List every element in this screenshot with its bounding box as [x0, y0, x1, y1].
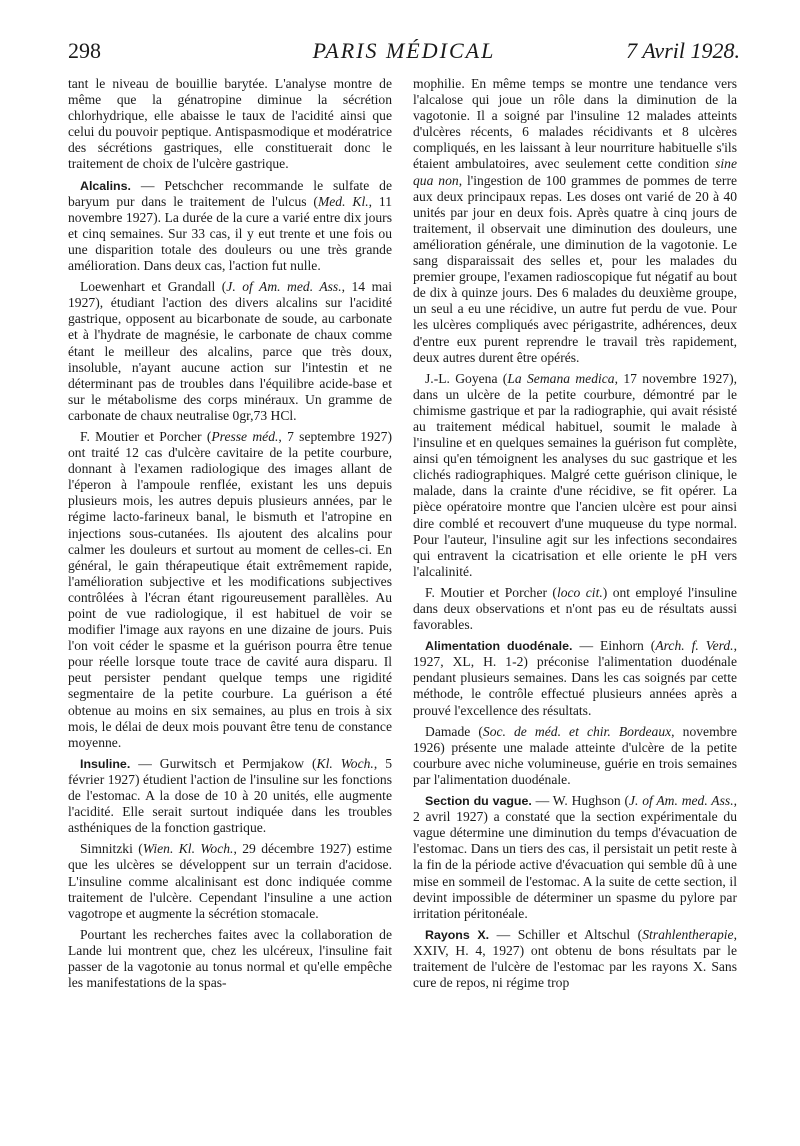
- paragraph: Pourtant les recherches faites avec la collaboration de Lande lui montrent que, chez les ulcéreux, l'insuline fait passer de la vagotonie au tonus normal et qu'elle empêche les manifestations de la spas-: [68, 926, 392, 991]
- paragraph: [413, 371, 737, 580]
- text-run: , 29 décembre 1927) estime que les ulcères se développent sur un terrain d'acidose. L'insuline comme alcalinisant est donc indiquée comme traitement de l'ulcère. Cependant l'insuline a une action vagotrope et augmente la sécrétion stomacale.: [68, 841, 392, 921]
- page-number: 298: [68, 38, 101, 63]
- text-run: F. Moutier et Porcher (: [80, 428, 212, 444]
- citation: Presse méd.: [211, 428, 279, 444]
- section-keyword: Section du vague.: [425, 794, 532, 809]
- paragraph: [413, 793, 737, 922]
- text-run: , 5 février 1927) étudient l'action de l'insuline sur les fonctions de l'estomac. A la dose de 10 à 20 unités, elle augmente l'acidité. Elle serait surtout indiquée dans les troubles asthéniques de la fonction gastrique.: [68, 755, 392, 836]
- text-run: , novembre 1926) présente une malade atteinte d'ulcère de la petite courbure avec niche volumineuse, guérie en trois semaines par l'alimentation duodénale.: [413, 723, 738, 787]
- section-keyword: Alimentation duodénale.: [425, 639, 573, 654]
- text-run: — W. Hughson (: [531, 793, 630, 809]
- text-run: F. Moutier et Porcher (: [425, 584, 557, 600]
- journal-title: PARIS MÉDICAL: [312, 38, 496, 63]
- text-run: , XXIV, H. 4, 1927) ont obtenu de bons résultats par le traitement de l'ulcère de l'estomac par les rayons X. Sans cure de repos, ni régime trop: [413, 926, 737, 991]
- paragraph: [68, 178, 392, 275]
- text-run: Simnitzki (: [80, 841, 143, 857]
- citation: J. of Am. med. Ass.: [226, 279, 342, 295]
- text-run: , 11 novembre 1927). La durée de la cure a varié entre dix jours et cinq semaines. Sur 33 cas, il y eut trente et une fois ou une disparition totale des douleurs ou une très grande amélioration. Dans deux cas, l'action fut nulle.: [68, 193, 392, 274]
- citation: loco cit.: [556, 584, 603, 600]
- text-run: mophilie. En même temps se montre une tendance vers l'alcalose qui joue un rôle dans la diminution de la vagotonie. Il a soigné par l'insuline 12 malades atteints d'ulcères récents, 6 malades récidivants et 8 ulcères compliqués, en les laissant à leur nourriture habituelle s'ils étaient ambulatoires, avec seulement cette condition: [413, 76, 737, 172]
- text-run: — Einhorn (: [572, 638, 656, 654]
- section-keyword: Alcalins.: [80, 178, 131, 193]
- paragraph: [413, 76, 737, 366]
- citation: La Semana medica: [507, 370, 615, 386]
- text-run: Loewenhart et Grandall (: [80, 279, 227, 295]
- paragraph: [413, 585, 737, 633]
- text-run: , 7 septembre 1927) ont traité 12 cas d'ulcère cavitaire de la petite courbure, donnant à l'examen radiologique des images allant de l'éperon à l'ampoule renflée, existant les uns depuis plusieurs mois, les autres depuis plusieurs années, par le régime lacto-farineux banal, le bismuth et l'atropine en injections sous-cutanées. Ils ajoutent des alcalins pour calmer les douleurs et surtout au moment de celles-ci. En général, le gain thérapeutique était extrêmement rapide, l'amélioration subjective et les modifications subjectives contrôlées à l'écran étant rigoureusement parallèles. Au point de vue radiologique, il est habituel de voir se modifier l'image aux rayons en une dizaine de jours. Puis l'on voit céder le spasme et la guérison pourra être tenue pour réelle lorsque toute trace de cavité aura disparu. Il peut persister pendant quelque temps une rigidité segmentaire de la petite courbure. La guérison a été obtenue au moins en six semaines, au plus en trois à six mois, le délai de deux mois pouvant être tenu de constance moyenne.: [68, 428, 393, 750]
- text-run: , 2 avril 1927) a constaté que la section expérimentale du vague détermine une diminution du temps d'évacuation de l'estomac. Dans un tiers des cas, il persistait un petit reste à la fin de la période active d'évacuation qui semble dû à une mise en sommeil de l'estomac. A la suite de cette section, il devint impossible de déterminer un spasme du pylore par irritation péritonéale.: [413, 793, 737, 921]
- paragraph: [413, 927, 737, 991]
- citation: sine qua non: [413, 156, 737, 188]
- text-run: — Petschcher recommande le sulfate de baryum pur dans le traitement de l'ulcus (: [68, 177, 392, 209]
- citation: Med. Kl.: [317, 193, 369, 209]
- text-run: J.-L. Goyena (: [425, 370, 508, 386]
- text-run: — Schiller et Altschul (: [489, 926, 643, 942]
- text-run: Damade (: [425, 723, 483, 739]
- text-run: , l'ingestion de 100 grammes de pommes de terre aux deux principaux repas. Les doses ont varié de 20 à 40 unités par jour en deux fois. Après quatre à cinq jours de traitement, il observait une diminution des douleurs, une amélioration générale, une diminution de la vagotonie. Le sang disparaissait des selles et, pour les malades du premier groupe, l'examen radioscopique fut négatif au bout de dix à quinze jours. Des 6 malades du deuxième groupe, un seul a eu une récidive, un autre fut perdu de vue. Pour les ulcères compliqués avec périgastrite, adhérences, deux d'entre eux purent reprendre le travail très rapidement, deux autres durent être opérés.: [413, 172, 737, 365]
- text-run: , 17 novembre 1927), dans un ulcère de la petite courbure, démontré par le chimisme gastrique et par la radiographie, qui avait résisté au traitement médical habituel, soumit le malade à l'insuline et en quelques semaines la guérison fut complète, ainsi qu'en témoignent les analyses du suc gastrique et les clichés radiographiques. Malgré cette guérison clinique, le malade, dans la crainte d'une récidive, se fit opérer. La pièce opératoire montre que l'ancien ulcère est pour ainsi dire comblé et recouvert d'une muqueuse du type normal. Pour l'auteur, l'insuline agit sur les infections secondaires qui entravent la cicatrisation et elle oriente le pH vers l'alcalinité.: [413, 370, 737, 579]
- text-run: , 1927, XL, H. 1-2) préconise l'alimentation duodénale pendant plusieurs semaines. Dans les cas soignés par cette méthode, le contrôle effectué plusieurs années après a prouvé l'excellence des résultats.: [413, 638, 737, 718]
- right-column: [413, 76, 737, 996]
- section-keyword: Insuline.: [80, 756, 131, 771]
- section-keyword: Rayons X.: [425, 927, 490, 942]
- paragraph: tant le niveau de bouillie barytée. L'analyse montre de même que la génatropine diminue la sécrétion chlorhydrique, elle abaisse le taux de l'acidité ainsi que celui du pouvoir peptique. Antispasmodique et modératrice des sécrétions gastriques, elle constituerait donc le traitement de choix de l'ulcère gastrique.: [68, 76, 392, 172]
- citation: Strahlentherapie: [642, 926, 734, 942]
- citation: Wien. Kl. Woch.: [142, 841, 234, 857]
- paragraph: [68, 429, 392, 751]
- paragraph: [68, 279, 392, 424]
- text-run: — Gurwitsch et Permjakow (: [130, 755, 317, 771]
- text-run: , 14 mai 1927), étudiant l'action des divers alcalins sur l'acidité gastrique, opposent au bicarbonate de soude, au carbonate et à l'hydrate de magnésie, le carbonate de chaux comme étant le meilleur des alcalins, parce que très doux, insoluble, n'ayant aucune action sur l'intestin et ne déterminant pas de troubles dans l'équilibre acide-base et sur le métabolisme des corps minéraux. Un gramme de carbonate de chaux neutralise 0gr,73 HCl.: [68, 279, 392, 423]
- paragraph: [413, 724, 737, 788]
- text-run: ) ont employé l'insuline dans deux observations et n'ont pas eu de résultats aussi favorables.: [413, 584, 737, 633]
- paragraph: [68, 841, 392, 921]
- issue-date: 7 Avril 1928.: [626, 38, 740, 63]
- paragraph: [68, 756, 392, 836]
- left-column: [68, 76, 392, 996]
- citation: Soc. de méd. et chir. Bordeaux: [482, 723, 672, 739]
- page-header: [68, 38, 740, 68]
- citation: Arch. f. Verd.: [655, 638, 734, 654]
- paragraph: [413, 638, 737, 718]
- citation: Kl. Woch.: [316, 755, 374, 771]
- citation: J. of Am. med. Ass.: [629, 793, 734, 809]
